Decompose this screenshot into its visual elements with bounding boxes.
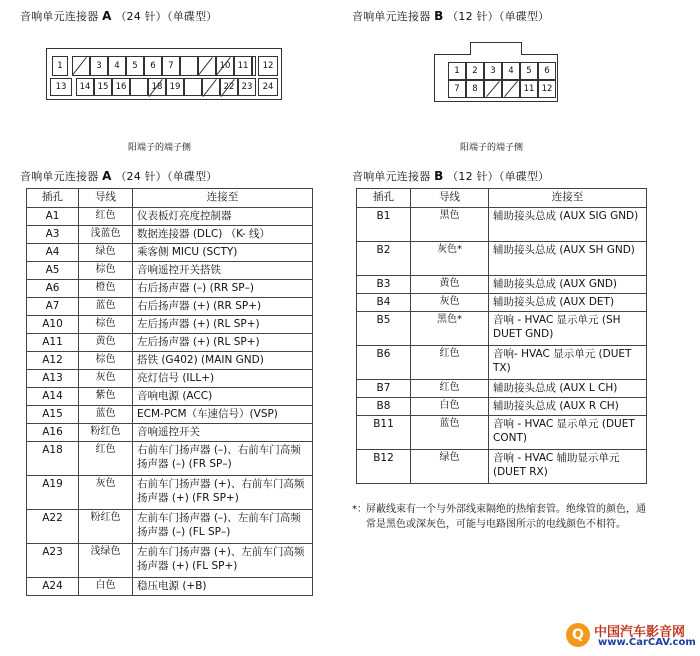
connector-a-bottom-pin-cell: 24 [258, 78, 278, 96]
table-row [27, 280, 313, 298]
connects-to-cell: 左后扬声器 (+) (RL SP+) [133, 316, 313, 334]
table-row [357, 294, 647, 312]
pin-cell: A19 [27, 476, 79, 510]
wire-color-cell: 棕色 [79, 262, 133, 280]
connects-to-cell: 右前车门扬声器 (+)、右前车门高频扬声器 (+) (FR SP+) [133, 476, 313, 510]
pin-cell: B8 [357, 398, 411, 416]
pin-cell: B6 [357, 346, 411, 380]
table-row [27, 208, 313, 226]
connects-to-cell: 辅助接头总成 (AUX GND) [489, 276, 647, 294]
connects-to-cell: 仪表板灯亮度控制器 [133, 208, 313, 226]
table-row [357, 312, 647, 346]
pin-cell: A16 [27, 424, 79, 442]
wire-color-cell: 黄色 [79, 334, 133, 352]
table-row [27, 298, 313, 316]
connector-b-top-pin-cell: 5 [520, 62, 538, 80]
pin-cell: B4 [357, 294, 411, 312]
connector-b-bottom-pin-cell: 12 [538, 80, 556, 98]
pin-cell: A22 [27, 510, 79, 544]
pin-cell: A15 [27, 406, 79, 424]
connects-to-cell: 右前车门扬声器 (–)、右前车门高频扬声器 (–) (FR SP–) [133, 442, 313, 476]
pin-cell: A18 [27, 442, 79, 476]
connector-b-lock-tab [470, 42, 522, 55]
pin-cell: A7 [27, 298, 79, 316]
table-row [27, 544, 313, 578]
pin-cell: A13 [27, 370, 79, 388]
wire-color-cell: 粉红色 [79, 424, 133, 442]
column-header-wire: 导线 [411, 189, 489, 208]
connects-to-cell: 右后扬声器 (+) (RR SP+) [133, 298, 313, 316]
connects-to-cell: 音响遥控开关搭铁 [133, 262, 313, 280]
pin-cell: B12 [357, 450, 411, 484]
column-header-pin: 插孔 [27, 189, 79, 208]
connector-a-bottom-pin-cell [184, 78, 202, 96]
connector-b-top-pin-cell: 6 [538, 62, 556, 80]
pin-cell: A4 [27, 244, 79, 262]
wire-color-cell: 浅绿色 [79, 544, 133, 578]
wire-color-cell: 粉红色 [79, 510, 133, 544]
table-row [27, 262, 313, 280]
wire-color-cell: 红色 [79, 208, 133, 226]
connector-b-bottom-pin-cell: 8 [466, 80, 484, 98]
footnote-marker: *： [352, 504, 367, 515]
wire-color-cell: 灰色 [79, 370, 133, 388]
connector-a-top-pin-cell: 11 [234, 56, 252, 76]
table-row [27, 406, 313, 424]
shielded-wire-footnote [352, 502, 652, 532]
connects-to-cell: 数据连接器 (DLC) （K- 线） [133, 226, 313, 244]
table-row [27, 352, 313, 370]
connector-b-diagram [434, 42, 558, 102]
site-watermark [566, 621, 700, 656]
connector-a-top-pin-cell [252, 56, 256, 76]
table-row [27, 578, 313, 596]
table-row [357, 276, 647, 294]
pin-cell: A14 [27, 388, 79, 406]
connects-to-cell: 音响遥控开关 [133, 424, 313, 442]
pin-cell: B7 [357, 380, 411, 398]
table-row [357, 208, 647, 242]
connector-a-top-pin-cell: 4 [108, 56, 126, 76]
connector-a-top-pin-cell: 7 [162, 56, 180, 76]
table-row [27, 442, 313, 476]
table-row [27, 388, 313, 406]
watermark-url: www.CarCAV.com [598, 637, 696, 648]
connector-a-top-pin-cell: 1 [52, 56, 68, 76]
wire-color-cell: 红色 [411, 346, 489, 380]
table-row [27, 226, 313, 244]
wire-color-cell: 浅蓝色 [79, 226, 133, 244]
table-row [27, 476, 313, 510]
pin-cell: A10 [27, 316, 79, 334]
pin-cell: B3 [357, 276, 411, 294]
table-row [27, 334, 313, 352]
connects-to-cell: 左前车门扬声器 (+)、左前车门高频扬声器 (+) (FL SP+) [133, 544, 313, 578]
table-row [27, 316, 313, 334]
footnote-text: 屏蔽线束有一个与外部线束隔绝的热缩套管。绝缘管的颜色，通常是黑色或深灰色，可能与电路图所示的电线颜色不相符。 [366, 504, 646, 530]
wire-color-cell: 白色 [411, 398, 489, 416]
connects-to-cell: 辅助接头总成 (AUX SH GND) [489, 242, 647, 276]
connector-a-bottom-pin-cell: 22 [220, 78, 238, 96]
connects-to-cell: 音响 - HVAC 辅助显示单元 (DUET RX) [489, 450, 647, 484]
table-row [27, 424, 313, 442]
table-row [27, 370, 313, 388]
table-row [27, 244, 313, 262]
wire-color-cell: 红色 [411, 380, 489, 398]
pin-cell: B1 [357, 208, 411, 242]
connector-b-top-pin-cell: 1 [448, 62, 466, 80]
connector-b-caption: 阳端子的端子侧 [460, 143, 524, 153]
connector-a-top-pin-cell: 10 [216, 56, 234, 76]
wire-color-cell: 灰色 [79, 476, 133, 510]
wire-color-cell: 绿色 [79, 244, 133, 262]
pin-cell: B11 [357, 416, 411, 450]
wire-color-cell: 黑色 [411, 208, 489, 242]
connector-a-bottom-pin-cell: 18 [148, 78, 166, 96]
pin-cell: B5 [357, 312, 411, 346]
connector-b-pin-table [356, 188, 647, 484]
connector-a-diagram [46, 48, 282, 100]
connects-to-cell: 左后扬声器 (+) (RL SP+) [133, 334, 313, 352]
watermark-logo-icon: Q [566, 623, 590, 647]
connects-to-cell: 搭铁 (G402) (MAIN GND) [133, 352, 313, 370]
wire-color-cell: 白色 [79, 578, 133, 596]
connects-to-cell: 亮灯信号 (ILL+) [133, 370, 313, 388]
connects-to-cell: 左前车门扬声器 (–)、左前车门高频扬声器 (–) (FL SP–) [133, 510, 313, 544]
wire-color-cell: 黑色* [411, 312, 489, 346]
wire-color-cell: 蓝色 [79, 298, 133, 316]
wire-color-cell: 黄色 [411, 276, 489, 294]
connector-a-top-pin-cell: 6 [144, 56, 162, 76]
watermark-name: 中国汽车影音网 [594, 625, 686, 640]
table-row [27, 510, 313, 544]
table-row [357, 242, 647, 276]
connector-a-bottom-pin-cell: 19 [166, 78, 184, 96]
wire-color-cell: 绿色 [411, 450, 489, 484]
connector-a-bottom-pin-cell: 16 [112, 78, 130, 96]
connector-b-bottom-pin-cell: 7 [448, 80, 466, 98]
pin-cell: A6 [27, 280, 79, 298]
connector-b-bottom-pin-cell: 11 [520, 80, 538, 98]
column-header-pin: 插孔 [357, 189, 411, 208]
connector-a-bottom-pin-cell [130, 78, 148, 96]
pin-cell: A12 [27, 352, 79, 370]
wire-color-cell: 橙色 [79, 280, 133, 298]
wire-color-cell: 灰色 [411, 294, 489, 312]
connector-a-bottom-pin-cell: 14 [76, 78, 94, 96]
connects-to-cell: 音响 - HVAC 显示单元 (SH DUET GND) [489, 312, 647, 346]
connects-to-cell: 辅助接头总成 (AUX R CH) [489, 398, 647, 416]
connector-a-bottom-pin-cell: 13 [50, 78, 72, 96]
column-header-connects-to: 连接至 [489, 189, 647, 208]
connector-a-top-pin-cell: 3 [90, 56, 108, 76]
connects-to-cell: 乘客侧 MICU (SCTY) [133, 244, 313, 262]
table-a-title: 音响单元连接器 A （24 针）（单碟型） [20, 169, 218, 183]
pin-cell: A1 [27, 208, 79, 226]
connects-to-cell: 辅助接头总成 (AUX L CH) [489, 380, 647, 398]
connector-b-top-pin-cell: 2 [466, 62, 484, 80]
connects-to-cell: 音响电源 (ACC) [133, 388, 313, 406]
connects-to-cell: 辅助接头总成 (AUX SIG GND) [489, 208, 647, 242]
connector-a-diagram-title: 音响单元连接器 A （24 针）（单碟型） [20, 9, 218, 23]
pin-cell: B2 [357, 242, 411, 276]
pin-cell: A3 [27, 226, 79, 244]
connects-to-cell: 右后扬声器 (–) (RR SP–) [133, 280, 313, 298]
connector-b-diagram-title: 音响单元连接器 B （12 针）（单碟型） [352, 9, 550, 23]
wire-color-cell: 蓝色 [79, 406, 133, 424]
connector-b-top-pin-cell: 3 [484, 62, 502, 80]
pin-cell: A5 [27, 262, 79, 280]
table-row [357, 416, 647, 450]
table-row [357, 380, 647, 398]
wire-color-cell: 紫色 [79, 388, 133, 406]
table-row [357, 450, 647, 484]
wire-color-cell: 棕色 [79, 316, 133, 334]
connector-a-caption: 阳端子的端子侧 [128, 143, 192, 153]
table-row [357, 398, 647, 416]
connects-to-cell: 音响 - HVAC 显示单元 (DUET CONT) [489, 416, 647, 450]
connects-to-cell: ECM-PCM（车速信号）(VSP) [133, 406, 313, 424]
connector-a-top-pin-cell: 5 [126, 56, 144, 76]
connector-b-top-pin-cell: 4 [502, 62, 520, 80]
connector-a-bottom-pin-cell: 15 [94, 78, 112, 96]
pin-cell: A23 [27, 544, 79, 578]
connector-a-pin-table [26, 188, 313, 596]
connects-to-cell: 音响- HVAC 显示单元 (DUET TX) [489, 346, 647, 380]
pin-cell: A24 [27, 578, 79, 596]
connector-a-top-pin-cell [180, 56, 198, 76]
connector-a-top-pin-cell: 12 [258, 56, 278, 76]
connects-to-cell: 辅助接头总成 (AUX DET) [489, 294, 647, 312]
wire-color-cell: 棕色 [79, 352, 133, 370]
connector-a-bottom-pin-cell: 23 [238, 78, 256, 96]
wire-color-cell: 灰色* [411, 242, 489, 276]
connects-to-cell: 稳压电源 (+B) [133, 578, 313, 596]
pin-cell: A11 [27, 334, 79, 352]
wire-color-cell: 红色 [79, 442, 133, 476]
column-header-connects-to: 连接至 [133, 189, 313, 208]
table-row [357, 346, 647, 380]
table-b-title: 音响单元连接器 B （12 针）（单碟型） [352, 169, 550, 183]
column-header-wire: 导线 [79, 189, 133, 208]
wire-color-cell: 蓝色 [411, 416, 489, 450]
